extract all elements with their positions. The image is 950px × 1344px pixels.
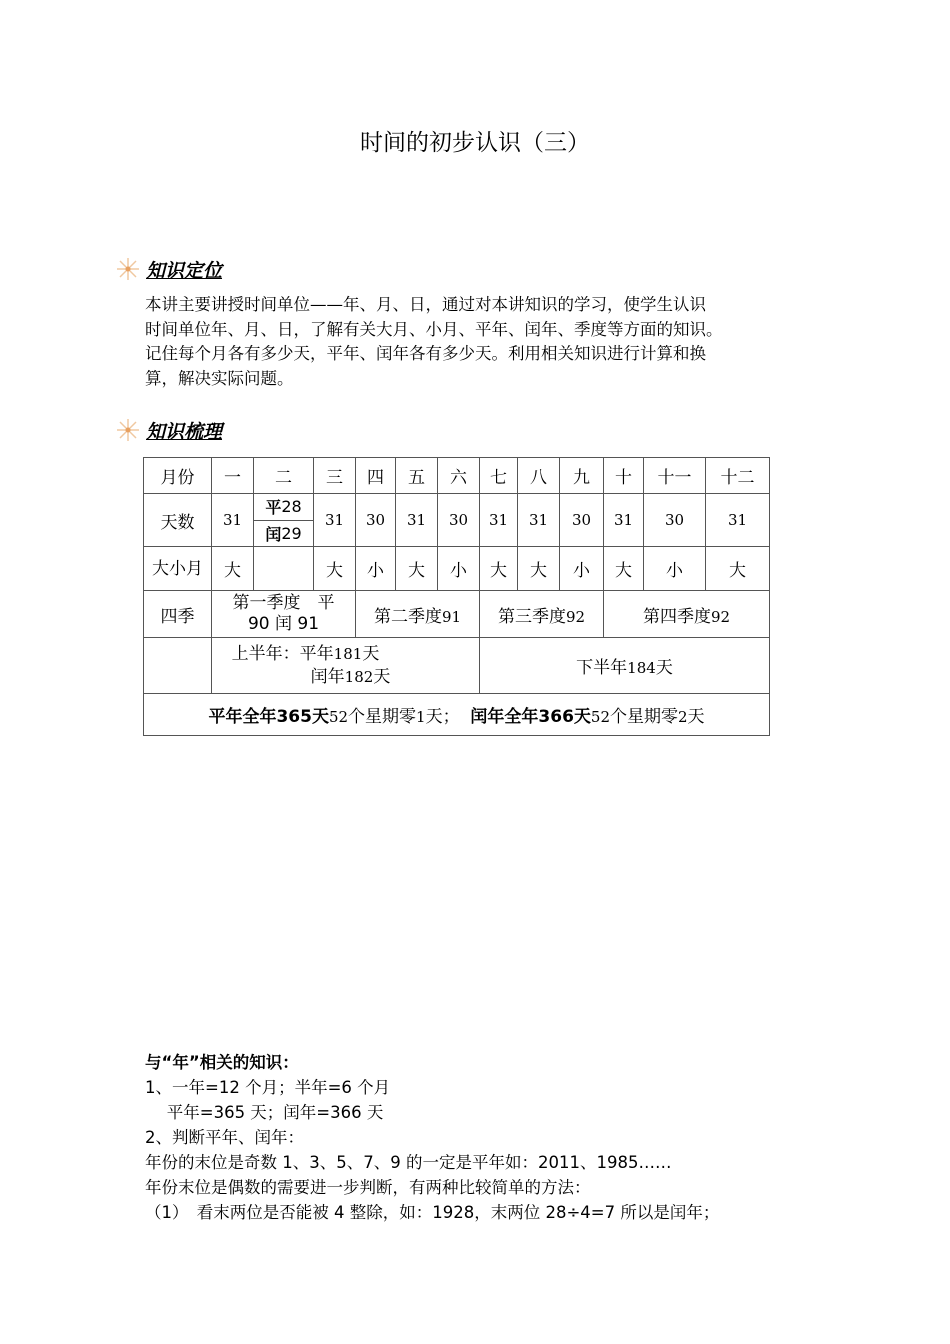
days-cell: 31 [212,494,254,547]
month-cell: 九 [560,458,604,494]
table-row-days [144,494,770,547]
second-half-cell: 下半年184天 [480,638,770,694]
size-cell: 大 [396,547,438,591]
first-half-leap: 闰年182天 [310,666,391,687]
days-cell: 31 [480,494,518,547]
section-label: 知识梳理 [146,420,223,443]
month-cell: 十一 [644,458,706,494]
days-cell: 31 [604,494,644,547]
size-cell: 大 [480,547,518,591]
first-half-cell [212,638,480,694]
month-cell: 十二 [706,458,770,494]
month-cell: 五 [396,458,438,494]
notes-line: 年份的末位是奇数 1、3、5、7、9 的一定是平年如：2011、1985…… [145,1153,672,1172]
intro-paragraph [145,293,825,391]
section-heading-positioning [116,254,222,284]
q3-cell: 第三季度92 [480,591,604,638]
row-header: 四季 [144,591,212,638]
size-cell: 大 [212,547,254,591]
empty-header [144,638,212,694]
table-row-months [144,458,770,494]
month-cell: 三 [314,458,356,494]
size-cell: 小 [356,547,396,591]
size-cell: 小 [644,547,706,591]
section-label: 知识定位 [146,259,223,282]
days-cell: 31 [518,494,560,547]
size-cell [254,547,314,591]
year-notes [145,1050,719,1225]
feb-leap-days: 闰 29 [265,523,302,544]
row-header: 月份 [144,458,212,494]
table-row-summary [144,694,770,736]
size-cell: 小 [560,547,604,591]
section-heading-review [116,415,222,445]
q2-cell: 第二季度91 [356,591,480,638]
table-row-size [144,547,770,591]
notes-line: 1、一年=12 个月；半年=6 个月 [145,1078,391,1097]
days-cell: 31 [314,494,356,547]
year-summary-cell: 平年全年365天52个星期零1天； 闰年全年366天52个星期零2天 [144,694,770,736]
paragraph-line: 本讲主要讲授时间单位——年、月、日，通过对本讲知识的学习，使学生认识 [145,295,706,314]
feb-common-days: 平 28 [254,494,313,521]
month-cell: 二 [254,458,314,494]
sparkle-icon [116,418,140,442]
row-header: 天数 [144,494,212,547]
size-cell: 小 [438,547,480,591]
month-cell: 七 [480,458,518,494]
q4-cell: 第四季度92 [604,591,770,638]
paragraph-line: 记住每个月各有多少天，平年、闰年各有多少天。利用相关知识进行计算和换 [145,344,706,363]
paragraph-line: 算，解决实际问题。 [145,368,294,388]
month-cell: 六 [438,458,480,494]
days-cell: 30 [438,494,480,547]
page-title: 时间的初步认识（三） [360,130,590,156]
notes-line: （1） 看末两位是否能被 4 整除，如：1928，末两位 28÷4=7 所以是闰年； [145,1203,720,1222]
notes-line: 平年=365 天；闰年=366 天 [145,1103,384,1122]
size-cell: 大 [604,547,644,591]
days-cell: 31 [706,494,770,547]
notes-line: 年份末位是偶数的需要进一步判断，有两种比较简单的方法： [145,1178,591,1197]
size-cell: 大 [314,547,356,591]
notes-heading: 与“年”相关的知识： [145,1053,299,1072]
size-cell: 大 [518,547,560,591]
month-cell: 八 [518,458,560,494]
days-cell: 30 [356,494,396,547]
calendar-table [143,457,770,736]
table-row-seasons [144,591,770,638]
sparkle-icon [116,257,140,281]
size-cell: 大 [706,547,770,591]
paragraph-line: 时间单位年、月、日，了解有关大月、小月、平年、闰年、季度等方面的知识。 [145,319,723,339]
month-cell: 十 [604,458,644,494]
notes-line: 2、判断平年、闰年： [145,1128,304,1147]
month-cell: 一 [212,458,254,494]
month-cell: 四 [356,458,396,494]
first-half-common: 上半年：平年181天 [231,643,380,664]
days-cell: 30 [644,494,706,547]
row-header: 大小月 [144,547,212,591]
table-row-halves [144,638,770,694]
days-cell: 31 [396,494,438,547]
days-cell: 30 [560,494,604,547]
q1-cell: 第一季度 平 90 闰 91 [212,591,356,638]
february-days-cell [254,494,314,547]
